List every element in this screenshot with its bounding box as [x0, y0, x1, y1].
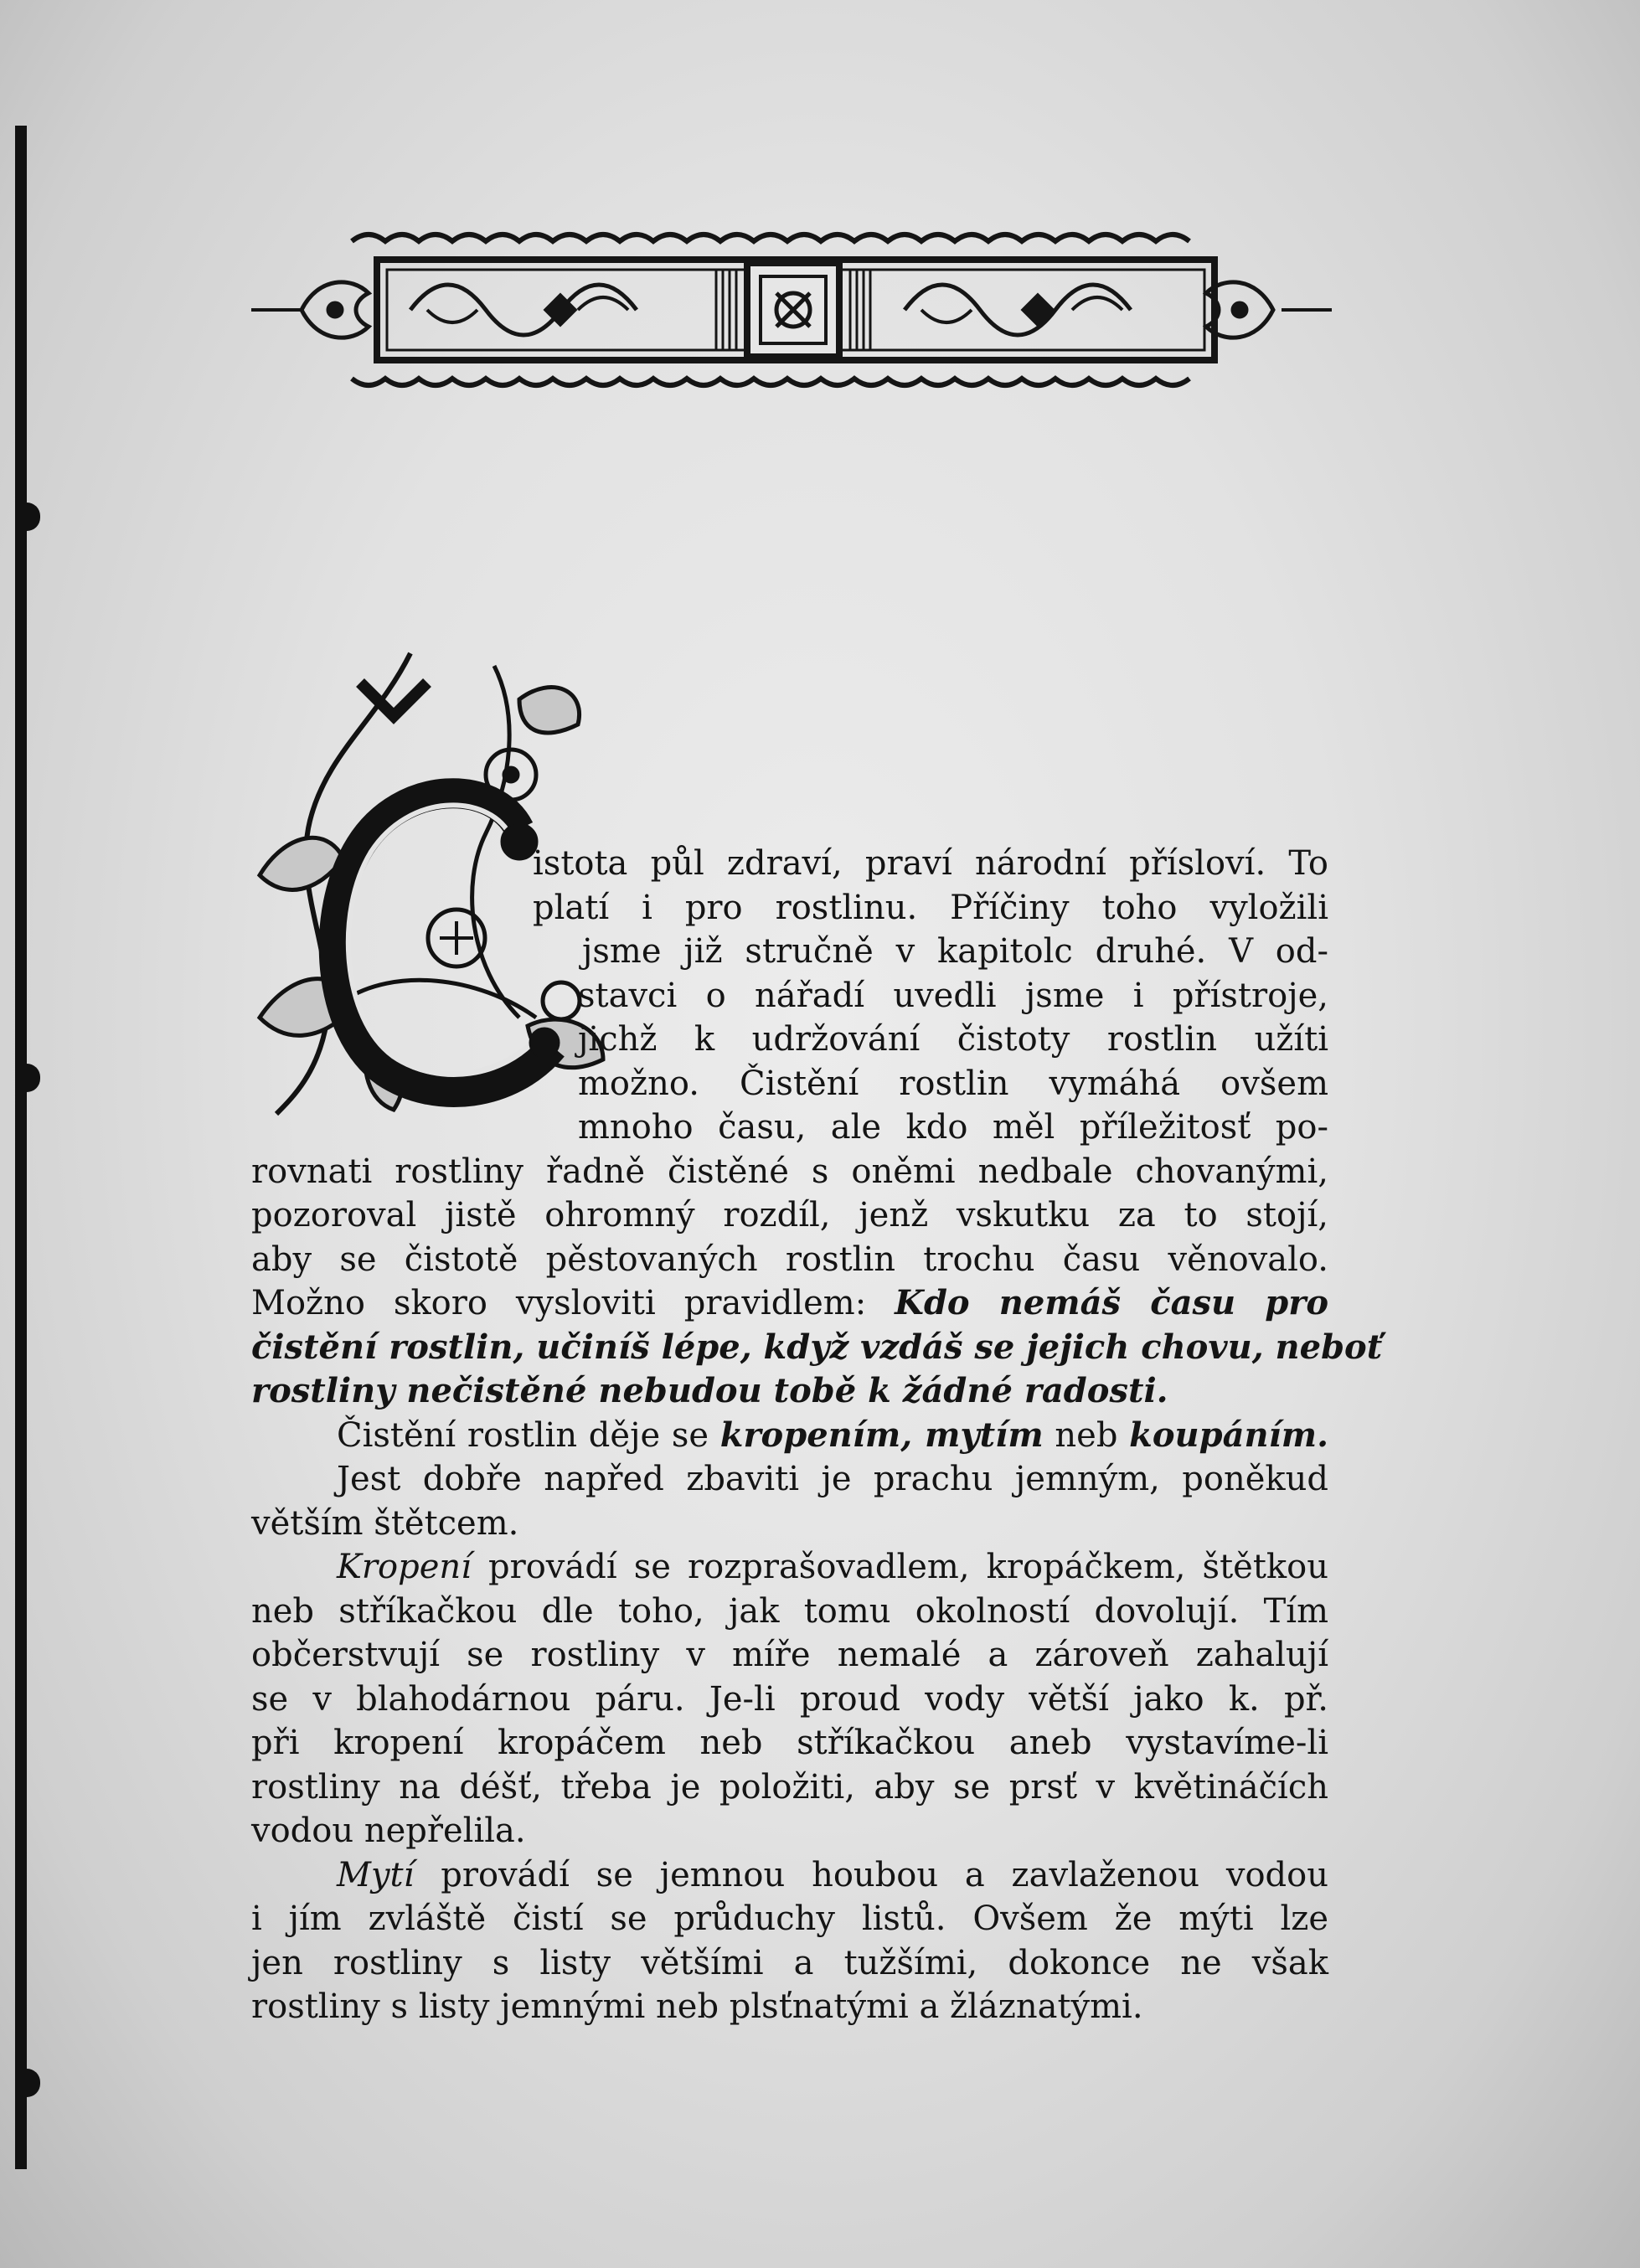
text-line [251, 1326, 1383, 1370]
italic-term: koupáním. [1129, 1415, 1329, 1455]
italic-rule: čistění rostlin, učiníš lépe, když vzdáš se jejich chovu, neboť [251, 1327, 1383, 1367]
text-line: možno. Čistění rostlin vymáhá ovšem [578, 1064, 1328, 1103]
text-line: stavci o nářadí uvedli jsme i přístroje, [578, 976, 1328, 1015]
text-line: občerstvují se rostliny v míře nemalé a zároveň zahalují [251, 1636, 1328, 1674]
italic-term: Mytí [337, 1855, 415, 1894]
text-line [251, 1545, 1328, 1590]
text-run: Čistění rostlin děje se [337, 1415, 709, 1455]
text-line: rovnati rostliny řadně čistěné s oněmi nedbale chovanými, [251, 1152, 1328, 1191]
text-line: aby se čistotě pěstovaných rostlin trochu času věnovalo. [251, 1240, 1328, 1279]
text-line: jen rostliny s listy většími a tužšími, dokonce ne však [251, 1943, 1328, 1982]
ornamental-headpiece [243, 226, 1332, 394]
text-line [251, 1281, 1328, 1326]
text-line: vodou nepřelila. [251, 1812, 526, 1850]
text-line: větším štětcem. [251, 1503, 519, 1543]
binding-edge [15, 126, 27, 2169]
text-line: jichž k udržování čistoty rostlin užíti [578, 1020, 1328, 1059]
text-line: se v blahodárnou páru. Je-li proud vody větší jako k. př. [251, 1679, 1328, 1719]
text-line: pozoroval jistě ohromný rozdíl, jenž vskutku za to stojí, [251, 1196, 1328, 1235]
text-line [251, 1414, 1328, 1458]
italic-term: kropením, mytím [719, 1415, 1044, 1455]
binding-notch [22, 503, 40, 531]
text-line: jsme již stručně v kapitolc druhé. V od- [582, 932, 1328, 971]
text-line [251, 1369, 1328, 1414]
text-line: Jest dobře napřed zbaviti je prachu jemným, poněkud [337, 1460, 1328, 1498]
text-line: mnoho času, ale kdo měl příležitosť po- [578, 1108, 1328, 1147]
text-line: neb stříkačkou dle toho, jak tomu okolností dovolují. Tím [251, 1591, 1328, 1631]
binding-notch [22, 1064, 40, 1092]
text-line [251, 1853, 1328, 1898]
text-line: istota půl zdraví, praví národní přísloví. To [533, 844, 1328, 883]
italic-rule: rostliny nečistěné nebudou tobě k žádné radosti. [251, 1371, 1168, 1410]
text-line: rostliny na déšť, třeba je položiti, aby se prsť v květináčích [251, 1767, 1328, 1807]
text-line: i jím zvláště čistí se průduchy listů. Ovšem že mýti lze [251, 1899, 1328, 1938]
text-line: rostliny s listy jemnými neb plsťnatými a žláznatými. [251, 1987, 1143, 2026]
text-run: neb [1055, 1415, 1118, 1455]
italic-term: Kropení [337, 1548, 472, 1586]
text-run: provádí se jemnou houbou a zavlaženou vodou [441, 1855, 1328, 1894]
text-run: Možno skoro vysloviti pravidlem: [251, 1284, 867, 1322]
text-line: při kropení kropáčem neb stříkačkou aneb vystavíme-li [251, 1724, 1328, 1762]
text-run: provádí se rozprašovadlem, kropáčkem, štětkou [487, 1548, 1328, 1586]
binding-notch [22, 2069, 40, 2097]
italic-rule: Kdo nemáš času pro [895, 1283, 1328, 1322]
text-line: platí i pro rostlinu. Příčiny toho vyložili [533, 888, 1328, 927]
body-text [251, 842, 1383, 2029]
